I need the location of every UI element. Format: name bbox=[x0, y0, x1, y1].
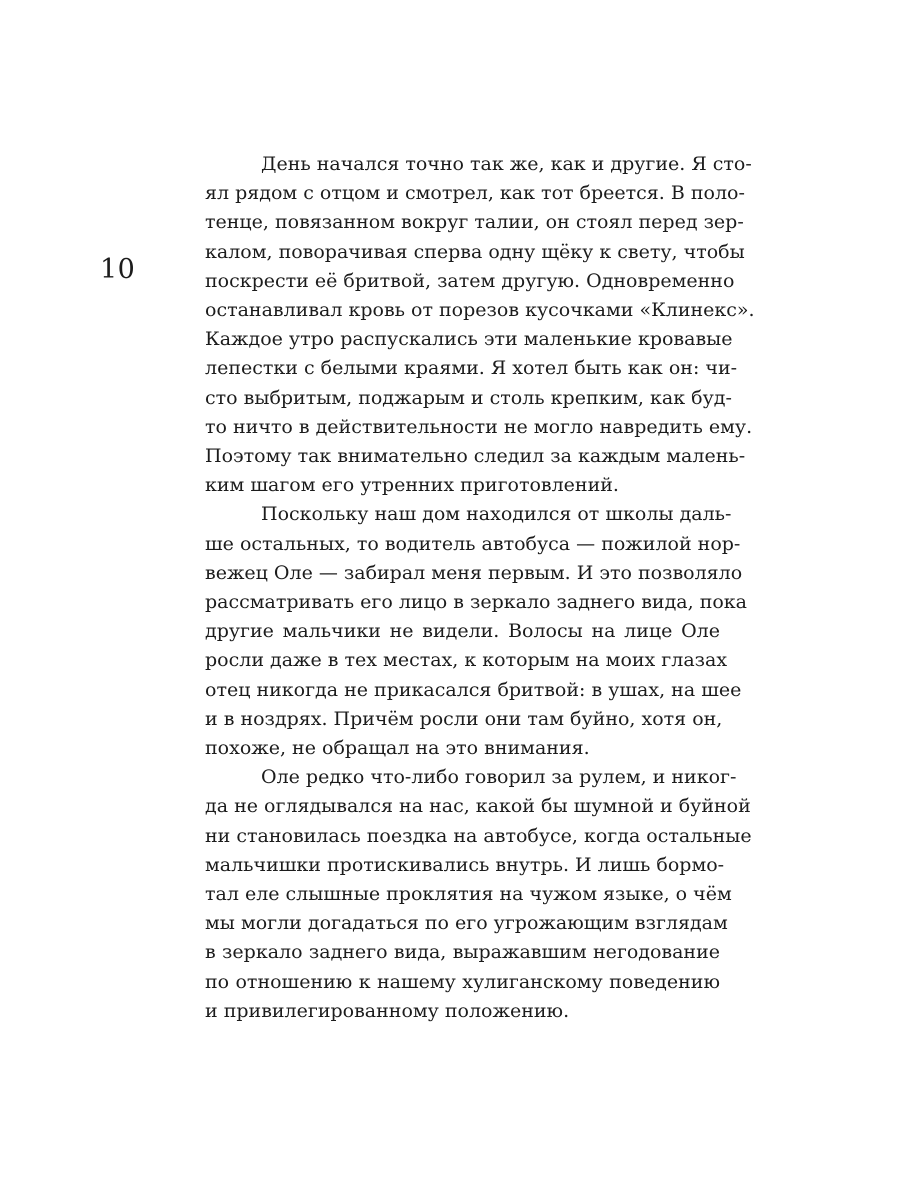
text-line: мальчишки протискивались внутрь. И лишь бормо- bbox=[205, 853, 725, 876]
text-line: сто выбритым, поджарым и столь крепким, как буд- bbox=[205, 386, 732, 409]
text-line: в зеркало заднего вида, выражавшим негодование bbox=[205, 941, 720, 964]
text-line: похоже, не обращал на это внимания. bbox=[205, 737, 590, 760]
text-line: Поскольку наш дом находился от школы даль- bbox=[261, 503, 732, 526]
paragraph-2 bbox=[205, 500, 748, 763]
paragraph-3 bbox=[205, 763, 752, 1026]
text-line: ше остальных, то водитель автобуса — пожилой нор- bbox=[205, 532, 741, 555]
body-text bbox=[205, 150, 755, 1026]
text-line: ни становилась поездка на автобусе, когда остальные bbox=[205, 824, 752, 847]
text-line: и привилегированному положению. bbox=[205, 999, 570, 1022]
text-line: и в ноздрях. Причём росли они там буйно, хотя он, bbox=[205, 707, 723, 730]
text-line: День начался точно так же, как и другие. Я сто- bbox=[261, 153, 752, 175]
page-number: 10 bbox=[100, 254, 136, 285]
text-line: поскрести её бритвой, затем другую. Одновременно bbox=[205, 269, 735, 292]
text-line: тенце, повязанном вокруг талии, он стоял перед зер- bbox=[205, 211, 744, 234]
paragraph-1 bbox=[205, 150, 755, 500]
text-line: ял рядом с отцом и смотрел, как тот бреется. В поло- bbox=[205, 182, 745, 205]
text-line: рассматривать его лицо в зеркало заднего вида, пока bbox=[205, 591, 748, 614]
text-line: то ничто в действительности не могло навредить ему. bbox=[205, 415, 753, 438]
text-line: по отношению к нашему хулиганскому поведению bbox=[205, 970, 720, 993]
text-line: Оле редко что-либо говорил за рулем, и никог- bbox=[261, 766, 737, 789]
text-line: другие мальчики не видели. Волосы на лице Оле bbox=[205, 620, 720, 643]
text-line: да не оглядывался на нас, какой бы шумной и буйной bbox=[205, 795, 751, 818]
text-line: останавливал кровь от порезов кусочками «Клинекс». bbox=[205, 299, 755, 322]
text-line: отец никогда не прикасался бритвой: в ушах, на шее bbox=[205, 678, 742, 701]
text-line: ким шагом его утренних приготовлений. bbox=[205, 474, 619, 497]
text-line: вежец Оле — забирал меня первым. И это позволяло bbox=[205, 561, 743, 584]
text-line: калом, поворачивая сперва одну щёку к свету, чтобы bbox=[205, 240, 745, 263]
text-line: Каждое утро распускались эти маленькие кровавые bbox=[205, 328, 733, 351]
text-line: тал еле слышные проклятия на чужом языке, о чём bbox=[205, 883, 732, 906]
text-line: мы могли догадаться по его угрожающим взглядам bbox=[205, 912, 728, 935]
text-line: росли даже в тех местах, к которым на моих глазах bbox=[205, 649, 728, 672]
text-line: Поэтому так внимательно следил за каждым малень- bbox=[205, 445, 746, 468]
text-line: лепестки с белыми краями. Я хотел быть как он: чи- bbox=[205, 357, 738, 380]
